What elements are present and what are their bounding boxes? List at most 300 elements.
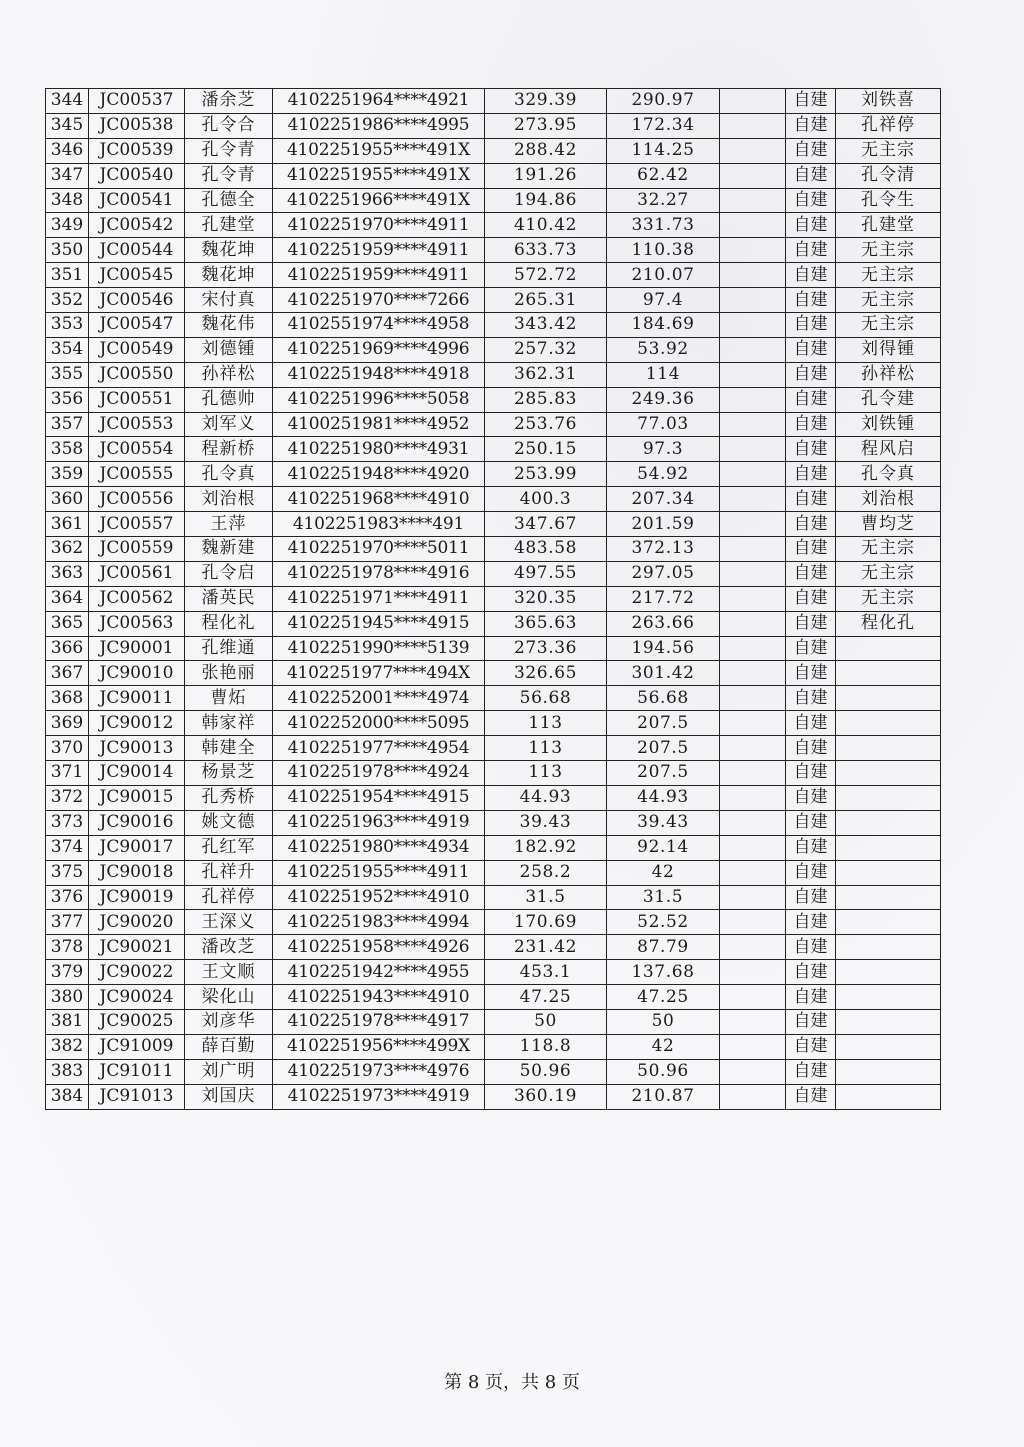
area-2-cell: 184.69: [607, 313, 720, 338]
blank-cell: [720, 238, 786, 263]
id-number-cell: 4102251942****4955: [273, 960, 485, 985]
id-number-cell: 4102251970****7266: [273, 288, 485, 313]
name-cell: 魏花坤: [185, 263, 273, 288]
name-cell: 程新桥: [185, 437, 273, 462]
name-cell: 姚文德: [185, 810, 273, 835]
original-owner-cell: [836, 985, 941, 1010]
row-number-cell: 350: [46, 238, 89, 263]
original-owner-cell: [836, 960, 941, 985]
original-owner-cell: 无主宗: [836, 288, 941, 313]
parcel-code-cell: JC00550: [89, 362, 185, 387]
build-type-cell: 自建: [786, 113, 836, 138]
name-cell: 孔德全: [185, 188, 273, 213]
build-type-cell: 自建: [786, 1059, 836, 1084]
id-number-cell: 4102251973****4919: [273, 1084, 485, 1109]
id-number-cell: 4102251948****4920: [273, 462, 485, 487]
original-owner-cell: 无主宗: [836, 537, 941, 562]
area-2-cell: 62.42: [607, 163, 720, 188]
blank-cell: [720, 810, 786, 835]
name-cell: 魏花坤: [185, 238, 273, 263]
original-owner-cell: 孔令真: [836, 462, 941, 487]
table-row: [46, 437, 941, 462]
original-owner-cell: 孔令清: [836, 163, 941, 188]
original-owner-cell: 无主宗: [836, 586, 941, 611]
area-1-cell: 39.43: [485, 810, 607, 835]
name-cell: 孔维通: [185, 636, 273, 661]
table-row: [46, 163, 941, 188]
name-cell: 孔祥升: [185, 860, 273, 885]
parcel-code-cell: JC00541: [89, 188, 185, 213]
table-body: [46, 89, 941, 1110]
blank-cell: [720, 537, 786, 562]
name-cell: 韩家祥: [185, 711, 273, 736]
parcel-code-cell: JC91011: [89, 1059, 185, 1084]
row-number-cell: 372: [46, 785, 89, 810]
records-table: [45, 88, 941, 1110]
original-owner-cell: [836, 711, 941, 736]
build-type-cell: 自建: [786, 810, 836, 835]
table-row: [46, 412, 941, 437]
area-1-cell: 118.8: [485, 1034, 607, 1059]
name-cell: 宋付真: [185, 288, 273, 313]
build-type-cell: 自建: [786, 89, 836, 114]
parcel-code-cell: JC90021: [89, 935, 185, 960]
parcel-code-cell: JC91009: [89, 1034, 185, 1059]
area-2-cell: 172.34: [607, 113, 720, 138]
original-owner-cell: 孔令建: [836, 387, 941, 412]
row-number-cell: 363: [46, 561, 89, 586]
parcel-code-cell: JC00547: [89, 313, 185, 338]
id-number-cell: 4102251955****491X: [273, 163, 485, 188]
row-number-cell: 384: [46, 1084, 89, 1109]
row-number-cell: 366: [46, 636, 89, 661]
blank-cell: [720, 1034, 786, 1059]
area-1-cell: 47.25: [485, 985, 607, 1010]
row-number-cell: 378: [46, 935, 89, 960]
build-type-cell: 自建: [786, 437, 836, 462]
blank-cell: [720, 437, 786, 462]
blank-cell: [720, 188, 786, 213]
blank-cell: [720, 337, 786, 362]
area-1-cell: 329.39: [485, 89, 607, 114]
area-2-cell: 201.59: [607, 512, 720, 537]
area-1-cell: 288.42: [485, 138, 607, 163]
name-cell: 孔红军: [185, 835, 273, 860]
area-1-cell: 365.63: [485, 611, 607, 636]
id-number-cell: 4102251959****4911: [273, 238, 485, 263]
id-number-cell: 4102251945****4915: [273, 611, 485, 636]
row-number-cell: 364: [46, 586, 89, 611]
id-number-cell: 4102252001****4974: [273, 686, 485, 711]
area-2-cell: 210.87: [607, 1084, 720, 1109]
table-row: [46, 313, 941, 338]
id-number-cell: 4102251996****5058: [273, 387, 485, 412]
area-1-cell: 572.72: [485, 263, 607, 288]
original-owner-cell: 曹均芝: [836, 512, 941, 537]
area-1-cell: 194.86: [485, 188, 607, 213]
row-number-cell: 383: [46, 1059, 89, 1084]
area-2-cell: 207.5: [607, 761, 720, 786]
build-type-cell: 自建: [786, 1009, 836, 1034]
parcel-code-cell: JC00553: [89, 412, 185, 437]
table-row: [46, 512, 941, 537]
table-row: [46, 636, 941, 661]
build-type-cell: 自建: [786, 313, 836, 338]
parcel-code-cell: JC90015: [89, 785, 185, 810]
area-1-cell: 250.15: [485, 437, 607, 462]
parcel-code-cell: JC00546: [89, 288, 185, 313]
blank-cell: [720, 711, 786, 736]
row-number-cell: 356: [46, 387, 89, 412]
row-number-cell: 354: [46, 337, 89, 362]
name-cell: 刘彦华: [185, 1009, 273, 1034]
name-cell: 孔德帅: [185, 387, 273, 412]
build-type-cell: 自建: [786, 611, 836, 636]
id-number-cell: 4102251968****4910: [273, 487, 485, 512]
build-type-cell: 自建: [786, 138, 836, 163]
original-owner-cell: 刘治根: [836, 487, 941, 512]
id-number-cell: 4102251977****4954: [273, 736, 485, 761]
table-row: [46, 985, 941, 1010]
table-row: [46, 935, 941, 960]
original-owner-cell: 程化孔: [836, 611, 941, 636]
build-type-cell: 自建: [786, 785, 836, 810]
area-1-cell: 285.83: [485, 387, 607, 412]
build-type-cell: 自建: [786, 387, 836, 412]
parcel-code-cell: JC90022: [89, 960, 185, 985]
parcel-code-cell: JC90011: [89, 686, 185, 711]
name-cell: 魏新建: [185, 537, 273, 562]
table-row: [46, 89, 941, 114]
original-owner-cell: 程风启: [836, 437, 941, 462]
area-2-cell: 207.5: [607, 711, 720, 736]
name-cell: 孔祥停: [185, 885, 273, 910]
area-1-cell: 56.68: [485, 686, 607, 711]
area-1-cell: 400.3: [485, 487, 607, 512]
parcel-code-cell: JC90025: [89, 1009, 185, 1034]
name-cell: 杨景芝: [185, 761, 273, 786]
parcel-code-cell: JC00557: [89, 512, 185, 537]
area-2-cell: 301.42: [607, 661, 720, 686]
name-cell: 魏花伟: [185, 313, 273, 338]
name-cell: 孔令青: [185, 138, 273, 163]
id-number-cell: 4102251978****4924: [273, 761, 485, 786]
row-number-cell: 347: [46, 163, 89, 188]
build-type-cell: 自建: [786, 686, 836, 711]
build-type-cell: 自建: [786, 362, 836, 387]
parcel-code-cell: JC00545: [89, 263, 185, 288]
area-2-cell: 97.4: [607, 288, 720, 313]
build-type-cell: 自建: [786, 337, 836, 362]
original-owner-cell: [836, 1084, 941, 1109]
parcel-code-cell: JC00540: [89, 163, 185, 188]
row-number-cell: 376: [46, 885, 89, 910]
table-row: [46, 337, 941, 362]
parcel-code-cell: JC00556: [89, 487, 185, 512]
id-number-cell: 4102251986****4995: [273, 113, 485, 138]
area-1-cell: 343.42: [485, 313, 607, 338]
name-cell: 刘军义: [185, 412, 273, 437]
row-number-cell: 352: [46, 288, 89, 313]
area-1-cell: 50.96: [485, 1059, 607, 1084]
parcel-code-cell: JC91013: [89, 1084, 185, 1109]
parcel-code-cell: JC00542: [89, 213, 185, 238]
name-cell: 潘改芝: [185, 935, 273, 960]
name-cell: 王萍: [185, 512, 273, 537]
name-cell: 孔令启: [185, 561, 273, 586]
id-number-cell: 4102251978****4916: [273, 561, 485, 586]
table-row: [46, 960, 941, 985]
blank-cell: [720, 288, 786, 313]
original-owner-cell: [836, 885, 941, 910]
original-owner-cell: [836, 686, 941, 711]
build-type-cell: 自建: [786, 1034, 836, 1059]
build-type-cell: 自建: [786, 512, 836, 537]
parcel-code-cell: JC00537: [89, 89, 185, 114]
page-footer: 第 8 页，共 8 页: [444, 1372, 580, 1393]
table-row: [46, 910, 941, 935]
area-2-cell: 39.43: [607, 810, 720, 835]
id-number-cell: 4102251954****4915: [273, 785, 485, 810]
build-type-cell: 自建: [786, 288, 836, 313]
blank-cell: [720, 586, 786, 611]
row-number-cell: 370: [46, 736, 89, 761]
original-owner-cell: [836, 860, 941, 885]
row-number-cell: 381: [46, 1009, 89, 1034]
id-number-cell: 4102251966****491X: [273, 188, 485, 213]
name-cell: 孔令青: [185, 163, 273, 188]
row-number-cell: 377: [46, 910, 89, 935]
table-row: [46, 885, 941, 910]
row-number-cell: 368: [46, 686, 89, 711]
row-number-cell: 374: [46, 835, 89, 860]
row-number-cell: 348: [46, 188, 89, 213]
blank-cell: [720, 686, 786, 711]
name-cell: 刘治根: [185, 487, 273, 512]
area-1-cell: 44.93: [485, 785, 607, 810]
build-type-cell: 自建: [786, 636, 836, 661]
area-1-cell: 113: [485, 711, 607, 736]
area-2-cell: 53.92: [607, 337, 720, 362]
name-cell: 孙祥松: [185, 362, 273, 387]
id-number-cell: 4102251948****4918: [273, 362, 485, 387]
id-number-cell: 4102251943****4910: [273, 985, 485, 1010]
build-type-cell: 自建: [786, 487, 836, 512]
parcel-code-cell: JC00551: [89, 387, 185, 412]
row-number-cell: 353: [46, 313, 89, 338]
blank-cell: [720, 412, 786, 437]
area-2-cell: 263.66: [607, 611, 720, 636]
id-number-cell: 4102251980****4934: [273, 835, 485, 860]
id-number-cell: 4102251980****4931: [273, 437, 485, 462]
name-cell: 薛百勤: [185, 1034, 273, 1059]
blank-cell: [720, 138, 786, 163]
table-row: [46, 810, 941, 835]
original-owner-cell: 孙祥松: [836, 362, 941, 387]
build-type-cell: 自建: [786, 661, 836, 686]
table-row: [46, 661, 941, 686]
id-number-cell: 4102251969****4996: [273, 337, 485, 362]
original-owner-cell: [836, 910, 941, 935]
table-row: [46, 213, 941, 238]
table-row: [46, 462, 941, 487]
original-owner-cell: 无主宗: [836, 313, 941, 338]
area-1-cell: 170.69: [485, 910, 607, 935]
original-owner-cell: 孔祥停: [836, 113, 941, 138]
row-number-cell: 360: [46, 487, 89, 512]
row-number-cell: 345: [46, 113, 89, 138]
area-2-cell: 44.93: [607, 785, 720, 810]
area-1-cell: 50: [485, 1009, 607, 1034]
area-2-cell: 210.07: [607, 263, 720, 288]
id-number-cell: 4102251971****4911: [273, 586, 485, 611]
blank-cell: [720, 835, 786, 860]
table-row: [46, 611, 941, 636]
blank-cell: [720, 761, 786, 786]
table-row: [46, 686, 941, 711]
row-number-cell: 359: [46, 462, 89, 487]
id-number-cell: 4102251955****491X: [273, 138, 485, 163]
original-owner-cell: [836, 935, 941, 960]
name-cell: 潘英民: [185, 586, 273, 611]
area-1-cell: 191.26: [485, 163, 607, 188]
blank-cell: [720, 1059, 786, 1084]
area-2-cell: 47.25: [607, 985, 720, 1010]
area-2-cell: 32.27: [607, 188, 720, 213]
table-row: [46, 362, 941, 387]
name-cell: 王深义: [185, 910, 273, 935]
blank-cell: [720, 1009, 786, 1034]
blank-cell: [720, 113, 786, 138]
build-type-cell: 自建: [786, 935, 836, 960]
parcel-code-cell: JC00554: [89, 437, 185, 462]
area-1-cell: 320.35: [485, 586, 607, 611]
original-owner-cell: [836, 1059, 941, 1084]
blank-cell: [720, 985, 786, 1010]
id-number-cell: 4102251977****494X: [273, 661, 485, 686]
name-cell: 刘广明: [185, 1059, 273, 1084]
blank-cell: [720, 387, 786, 412]
build-type-cell: 自建: [786, 1084, 836, 1109]
area-1-cell: 362.31: [485, 362, 607, 387]
id-number-cell: 4102251970****5011: [273, 537, 485, 562]
original-owner-cell: [836, 810, 941, 835]
row-number-cell: 361: [46, 512, 89, 537]
name-cell: 王文顺: [185, 960, 273, 985]
original-owner-cell: 刘铁锺: [836, 412, 941, 437]
parcel-code-cell: JC00549: [89, 337, 185, 362]
id-number-cell: 4102251970****4911: [273, 213, 485, 238]
area-1-cell: 273.36: [485, 636, 607, 661]
table-row: [46, 188, 941, 213]
table-row: [46, 835, 941, 860]
row-number-cell: 379: [46, 960, 89, 985]
build-type-cell: 自建: [786, 736, 836, 761]
table-row: [46, 263, 941, 288]
original-owner-cell: [836, 785, 941, 810]
area-2-cell: 114: [607, 362, 720, 387]
original-owner-cell: 无主宗: [836, 561, 941, 586]
original-owner-cell: [836, 835, 941, 860]
build-type-cell: 自建: [786, 960, 836, 985]
blank-cell: [720, 636, 786, 661]
area-1-cell: 483.58: [485, 537, 607, 562]
original-owner-cell: 无主宗: [836, 238, 941, 263]
row-number-cell: 373: [46, 810, 89, 835]
area-1-cell: 113: [485, 761, 607, 786]
parcel-code-cell: JC90010: [89, 661, 185, 686]
blank-cell: [720, 462, 786, 487]
build-type-cell: 自建: [786, 537, 836, 562]
parcel-code-cell: JC90019: [89, 885, 185, 910]
blank-cell: [720, 885, 786, 910]
build-type-cell: 自建: [786, 835, 836, 860]
blank-cell: [720, 512, 786, 537]
parcel-code-cell: JC90001: [89, 636, 185, 661]
area-1-cell: 265.31: [485, 288, 607, 313]
row-number-cell: 351: [46, 263, 89, 288]
table-row: [46, 537, 941, 562]
id-number-cell: 4102551974****4958: [273, 313, 485, 338]
area-2-cell: 331.73: [607, 213, 720, 238]
id-number-cell: 4102251964****4921: [273, 89, 485, 114]
blank-cell: [720, 910, 786, 935]
area-2-cell: 87.79: [607, 935, 720, 960]
blank-cell: [720, 163, 786, 188]
original-owner-cell: 刘得锺: [836, 337, 941, 362]
blank-cell: [720, 263, 786, 288]
area-2-cell: 372.13: [607, 537, 720, 562]
blank-cell: [720, 661, 786, 686]
blank-cell: [720, 1084, 786, 1109]
parcel-code-cell: JC00539: [89, 138, 185, 163]
original-owner-cell: [836, 1009, 941, 1034]
area-1-cell: 182.92: [485, 835, 607, 860]
blank-cell: [720, 785, 786, 810]
build-type-cell: 自建: [786, 910, 836, 935]
name-cell: 刘德锺: [185, 337, 273, 362]
name-cell: 刘国庆: [185, 1084, 273, 1109]
original-owner-cell: 无主宗: [836, 263, 941, 288]
original-owner-cell: 孔建堂: [836, 213, 941, 238]
id-number-cell: 4102251978****4917: [273, 1009, 485, 1034]
parcel-code-cell: JC00563: [89, 611, 185, 636]
original-owner-cell: 无主宗: [836, 138, 941, 163]
original-owner-cell: [836, 1034, 941, 1059]
table-row: [46, 487, 941, 512]
name-cell: 韩建全: [185, 736, 273, 761]
parcel-code-cell: JC00538: [89, 113, 185, 138]
id-number-cell: 4102251958****4926: [273, 935, 485, 960]
blank-cell: [720, 736, 786, 761]
name-cell: 梁化山: [185, 985, 273, 1010]
id-number-cell: 4102251956****499X: [273, 1034, 485, 1059]
parcel-code-cell: JC90012: [89, 711, 185, 736]
area-1-cell: 231.42: [485, 935, 607, 960]
blank-cell: [720, 213, 786, 238]
table-row: [46, 1034, 941, 1059]
table-row: [46, 238, 941, 263]
area-2-cell: 297.05: [607, 561, 720, 586]
area-1-cell: 31.5: [485, 885, 607, 910]
blank-cell: [720, 561, 786, 586]
row-number-cell: 346: [46, 138, 89, 163]
table-row: [46, 711, 941, 736]
area-1-cell: 633.73: [485, 238, 607, 263]
area-1-cell: 497.55: [485, 561, 607, 586]
name-cell: 曹炻: [185, 686, 273, 711]
blank-cell: [720, 960, 786, 985]
